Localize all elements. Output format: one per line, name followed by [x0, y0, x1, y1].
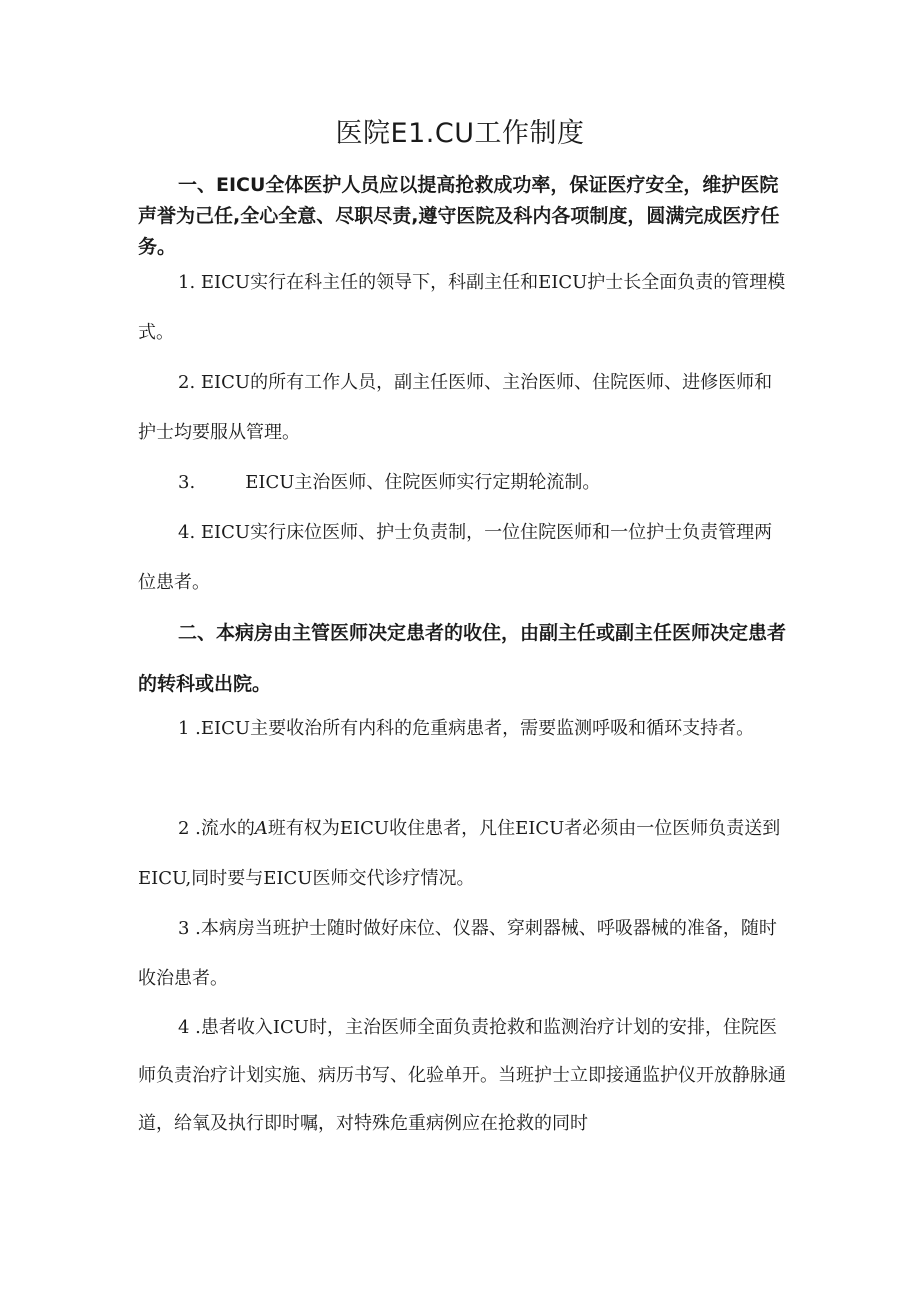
section-2-item-2-text: 班有权为EICU收住患者，凡住EICU者必须由一位医师负责送到EICU,同时要与EICU医师交代诊疗情况。: [138, 818, 781, 889]
section-2-item-1: 1 .EICU主要收治所有内科的危重病患者，需要监测呼吸和循环支持者。: [178, 718, 755, 739]
section-1-item-3-number: 3.: [178, 472, 196, 493]
section-2-heading: 二、本病房由主管医师决定患者的收住，由副主任或副主任医师决定患者的转科或出院。: [138, 622, 787, 695]
section-2-item-2-letter: A: [254, 818, 268, 839]
section-2-item-2: [138, 804, 786, 904]
section-1-item-4: 4. EICU实行床位医师、护士负责制，一位住院医师和一位护士负责管理两位患者。: [138, 522, 773, 593]
section-1-item-1: 1. EICU实行在科主任的领导下，科副主任和EICU护士长全面负责的管理模式。: [138, 272, 786, 343]
section-1-item-3-text: EICU主治医师、住院医师实行定期轮流制。: [245, 472, 601, 493]
section-1-heading: 一、EICU全体医护人员应以提高抢救成功率，保证医疗安全，维护医院声誉为己任,全心全意、尽职尽责,遵守医院及科内各项制度，圆满完成医疗任务。: [138, 174, 780, 258]
section-1-item-2: 2. EICU的所有工作人员，副主任医师、主治医师、住院医师、进修医师和护士均要服从管理。: [138, 372, 773, 443]
section-2-item-2-prefix: 2 .流水的: [178, 818, 255, 839]
section-2-item-4: 4 .患者收入ICU时，主治医师全面负责抢救和监测治疗计划的安排，住院医师负责治疗计划实施、病历书写、化验单开。当班护士立即接通监护仪开放静脉通道，给氧及执行即时嘱，对特殊危重病例应在抢救的同时: [138, 1017, 786, 1134]
section-1-item-3: [138, 458, 786, 508]
section-2-item-3: 3 .本病房当班护士随时做好床位、仪器、穿刺器械、呼吸器械的准备，随时收治患者。: [138, 918, 777, 989]
document-title: 医院E1.CU工作制度: [335, 118, 585, 149]
